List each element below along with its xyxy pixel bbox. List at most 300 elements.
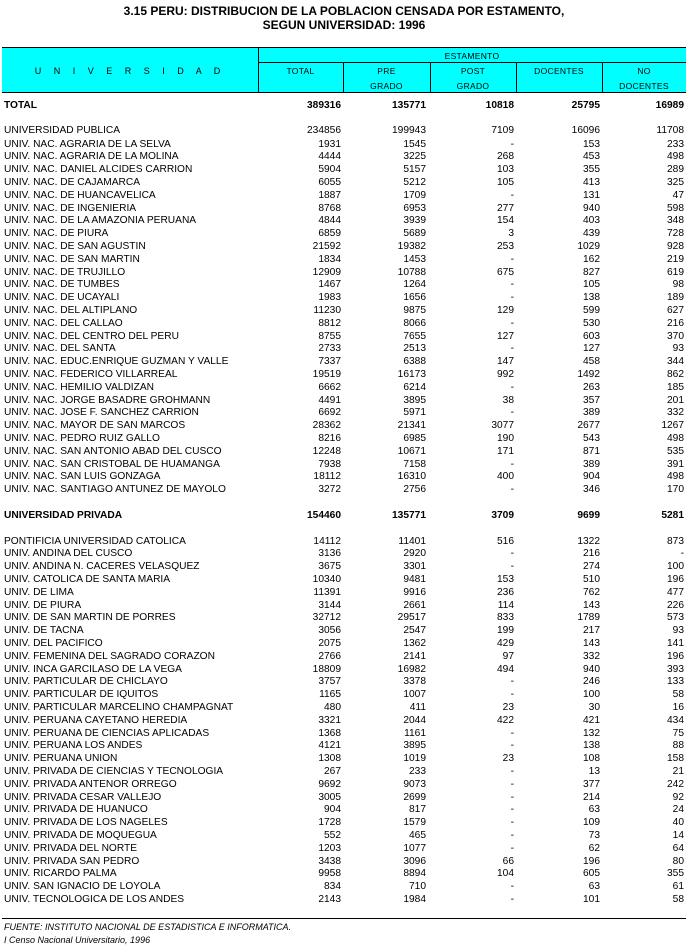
- cell-postgrado: 114: [497, 599, 514, 611]
- cell-pregrado: 710: [409, 881, 426, 893]
- cell-pregrado: 1264: [403, 279, 426, 291]
- cell-docentes: 25795: [571, 100, 600, 111]
- cell-pregrado: 1545: [403, 138, 426, 150]
- row-university-name: UNIV. PARTICULAR DE CHICLAYO: [4, 676, 168, 688]
- table-row: [0, 881, 688, 894]
- cell-nodocentes: 64: [672, 842, 684, 854]
- cell-nodocentes: 189: [667, 292, 684, 304]
- cell-postgrado: 3077: [491, 420, 514, 432]
- table-row: [0, 856, 688, 869]
- cell-nodocentes: 58: [672, 893, 684, 905]
- cell-total: 2143: [318, 893, 341, 905]
- cell-docentes: 143: [583, 637, 600, 649]
- cell-postgrado: -: [510, 765, 514, 777]
- row-university-name: UNIV. ANDINA DEL CUSCO: [4, 548, 133, 560]
- table-row: [0, 779, 688, 792]
- cell-pregrado: 7158: [403, 458, 426, 470]
- cell-docentes: 138: [583, 292, 600, 304]
- cell-pregrado: 817: [409, 804, 426, 816]
- cell-postgrado: -: [510, 727, 514, 739]
- cell-total: 1368: [318, 727, 341, 739]
- cell-total: 12909: [312, 266, 341, 278]
- row-university-name: UNIV. NAC. JOSE F. SANCHEZ CARRION: [4, 407, 199, 419]
- cell-pregrado: 10788: [397, 266, 426, 278]
- cell-total: 5904: [318, 164, 341, 176]
- row-university-name: UNIV. PRIVADA DE LOS NAGELES: [4, 817, 168, 829]
- cell-total: 8755: [318, 330, 341, 342]
- cell-docentes: 162: [583, 253, 600, 265]
- table-row: [0, 151, 688, 164]
- cell-pregrado: 7655: [403, 330, 426, 342]
- cell-postgrado: 992: [497, 368, 514, 380]
- cell-docentes: 762: [583, 586, 600, 598]
- cell-docentes: 332: [583, 650, 600, 662]
- cell-pregrado: 1077: [403, 842, 426, 854]
- cell-postgrado: -: [510, 676, 514, 688]
- cell-postgrado: 400: [497, 471, 514, 483]
- row-university-name: UNIV. NAC. FEDERICO VILLARREAL: [4, 368, 178, 380]
- cell-docentes: 246: [583, 676, 600, 688]
- cell-total: 2075: [318, 637, 341, 649]
- cell-total: 19519: [312, 368, 341, 380]
- cell-postgrado: 199: [497, 625, 514, 637]
- cell-docentes: 216: [583, 548, 600, 560]
- cell-total: 9692: [318, 778, 341, 790]
- row-university-name: UNIV. DE PIURA: [4, 599, 82, 611]
- cell-total: 3272: [318, 484, 341, 496]
- section-summary-row: [0, 510, 688, 523]
- cell-docentes: 1029: [577, 240, 600, 252]
- row-university-name: UNIV. FEMENINA DEL SAGRADO CORAZON: [4, 650, 215, 662]
- row-university-name: UNIV. NAC. SAN CRISTOBAL DE HUAMANGA: [4, 458, 220, 470]
- cell-pregrado: 1362: [403, 637, 426, 649]
- cell-total: 267: [324, 765, 341, 777]
- cell-total: 904: [324, 804, 341, 816]
- cell-postgrado: -: [510, 740, 514, 752]
- cell-docentes: 127: [583, 343, 600, 355]
- cell-postgrado: 66: [502, 855, 514, 867]
- cell-total: 6859: [318, 228, 341, 240]
- row-university-name: UNIV. PRIVADA SAN PEDRO: [4, 855, 140, 867]
- row-university-name: PONTIFICIA UNIVERSIDAD CATOLICA: [4, 535, 186, 547]
- cell-docentes: 389: [583, 458, 600, 470]
- cell-docentes: 605: [583, 868, 600, 880]
- row-university-name: UNIV. NAC. DE TUMBES: [4, 279, 120, 291]
- header-col-postgrado-2: GRADO: [456, 81, 490, 91]
- cell-postgrado: 833: [497, 612, 514, 624]
- cell-pregrado: 1984: [403, 893, 426, 905]
- cell-nodocentes: 242: [667, 778, 684, 790]
- census-note: I Censo Nacional Universitario, 1996: [4, 935, 151, 945]
- cell-pregrado: 135771: [392, 100, 426, 111]
- row-university-name: UNIV. NAC. MAYOR DE SAN MARCOS: [4, 420, 186, 432]
- cell-pregrado: 2661: [403, 599, 426, 611]
- cell-nodocentes: 133: [667, 676, 684, 688]
- table-row: [0, 343, 688, 356]
- cell-pregrado: 9875: [403, 304, 426, 316]
- cell-docentes: 458: [583, 356, 600, 368]
- table-row: [0, 331, 688, 344]
- row-university-name: UNIV. ANDINA N. CACERES VELASQUEZ: [4, 561, 200, 573]
- cell-pregrado: 3895: [403, 740, 426, 752]
- cell-pregrado: 9073: [403, 778, 426, 790]
- cell-nodocentes: 16: [672, 701, 684, 713]
- cell-nodocentes: 185: [667, 381, 684, 393]
- cell-postgrado: -: [510, 484, 514, 496]
- cell-total: 834: [324, 881, 341, 893]
- cell-pregrado: 411: [409, 701, 426, 713]
- row-university-name: UNIV. PRIVADA CESAR VALLEJO: [4, 791, 162, 803]
- row-university-name: UNIV. PRIVADA DEL NORTE: [4, 842, 138, 854]
- cell-nodocentes: 498: [667, 471, 684, 483]
- table-header: [2, 47, 686, 93]
- row-university-name: UNIV. NAC. SAN ANTONIO ABAD DEL CUSCO: [4, 445, 222, 457]
- row-university-name: TOTAL: [4, 100, 38, 111]
- cell-nodocentes: 344: [667, 356, 684, 368]
- cell-docentes: 940: [583, 663, 600, 675]
- row-university-name: UNIV. NAC. SANTIAGO ANTUNEZ DE MAYOLO: [4, 484, 226, 496]
- table-subtitle: SEGUN UNIVERSIDAD: 1996: [262, 18, 426, 32]
- cell-pregrado: 5157: [403, 164, 426, 176]
- row-university-name: UNIV. PRIVADA DE HUANUCO: [4, 804, 148, 816]
- row-university-name: UNIVERSIDAD PUBLICA: [4, 125, 121, 136]
- table-row: [0, 702, 688, 715]
- table-row: [0, 215, 688, 228]
- cell-postgrado: -: [510, 458, 514, 470]
- table-row: [0, 676, 688, 689]
- cell-docentes: 827: [583, 266, 600, 278]
- cell-nodocentes: 862: [667, 368, 684, 380]
- cell-pregrado: 1453: [403, 253, 426, 265]
- table-row: [0, 638, 688, 651]
- cell-nodocentes: 355: [667, 868, 684, 880]
- cell-total: 4444: [318, 151, 341, 163]
- table-row: [0, 228, 688, 241]
- cell-docentes: 143: [583, 599, 600, 611]
- cell-nodocentes: 141: [667, 637, 684, 649]
- row-university-name: UNIV. NAC. DE LA AMAZONIA PERUANA: [4, 215, 197, 227]
- table-row: [0, 587, 688, 600]
- cell-nodocentes: 196: [667, 650, 684, 662]
- cell-nodocentes: 728: [667, 228, 684, 240]
- cell-nodocentes: -: [680, 548, 684, 560]
- cell-docentes: 439: [583, 228, 600, 240]
- cell-total: 6055: [318, 176, 341, 188]
- cell-pregrado: 3895: [403, 394, 426, 406]
- cell-total: 9958: [318, 868, 341, 880]
- row-university-name: UNIV. NAC. DE HUANCAVELICA: [4, 189, 156, 201]
- cell-nodocentes: 332: [667, 407, 684, 419]
- cell-nodocentes: 47: [672, 189, 684, 201]
- cell-nodocentes: 216: [667, 317, 684, 329]
- row-university-name: UNIV. NAC. SAN LUIS GONZAGA: [4, 471, 161, 483]
- cell-pregrado: 5971: [403, 407, 426, 419]
- row-university-name: UNIV. NAC. DE SAN AGUSTIN: [4, 240, 146, 252]
- row-university-name: UNIV. NAC. DEL ALTIPLANO: [4, 304, 138, 316]
- cell-nodocentes: 88: [672, 740, 684, 752]
- cell-nodocentes: 498: [667, 432, 684, 444]
- section-summary-row: [0, 125, 688, 138]
- cell-total: 32712: [312, 612, 341, 624]
- cell-docentes: 63: [588, 804, 600, 816]
- cell-pregrado: 8894: [403, 868, 426, 880]
- cell-total: 3136: [318, 548, 341, 560]
- row-university-name: UNIV. PERUANA CAYETANO HEREDIA: [4, 714, 188, 726]
- cell-postgrado: 154: [497, 215, 514, 227]
- table-row: [0, 612, 688, 625]
- cell-docentes: 904: [583, 471, 600, 483]
- cell-docentes: 355: [583, 164, 600, 176]
- table-row: [0, 471, 688, 484]
- cell-pregrado: 1656: [403, 292, 426, 304]
- table-row: [0, 484, 688, 497]
- row-university-name: UNIV. DE TACNA: [4, 625, 84, 637]
- row-university-name: UNIV. NAC. DE INGENIERIA: [4, 202, 137, 214]
- cell-pregrado: 16173: [397, 368, 426, 380]
- cell-docentes: 153: [583, 138, 600, 150]
- cell-docentes: 108: [583, 753, 600, 765]
- table-row: [0, 868, 688, 881]
- cell-pregrado: 8066: [403, 317, 426, 329]
- cell-total: 14112: [313, 535, 341, 547]
- cell-total: 389316: [307, 100, 341, 111]
- cell-pregrado: 2920: [403, 548, 426, 560]
- cell-pregrado: 135771: [392, 510, 426, 521]
- cell-pregrado: 1019: [403, 753, 426, 765]
- cell-postgrado: 104: [497, 868, 514, 880]
- cell-postgrado: 147: [497, 356, 514, 368]
- cell-pregrado: 3225: [403, 151, 426, 163]
- table-row: [0, 459, 688, 472]
- row-university-name: UNIV. NAC. PEDRO RUIZ GALLO: [4, 432, 160, 444]
- cell-pregrado: 6388: [403, 356, 426, 368]
- cell-postgrado: -: [510, 292, 514, 304]
- cell-docentes: 105: [583, 279, 600, 291]
- table-row: [0, 536, 688, 549]
- cell-postgrado: 38: [502, 394, 514, 406]
- cell-nodocentes: 201: [667, 394, 684, 406]
- cell-docentes: 109: [583, 817, 600, 829]
- table-row: [0, 753, 688, 766]
- cell-total: 7337: [318, 356, 341, 368]
- table-row: [0, 664, 688, 677]
- table-row: [0, 689, 688, 702]
- cell-total: 4121: [318, 740, 341, 752]
- cell-nodocentes: 535: [667, 445, 684, 457]
- cell-postgrado: 494: [497, 663, 514, 675]
- header-col-pregrado-1: PRE: [377, 66, 396, 76]
- table-row: [0, 369, 688, 382]
- cell-pregrado: 1579: [403, 817, 426, 829]
- cell-total: 234856: [307, 125, 341, 136]
- cell-pregrado: 10671: [397, 445, 426, 457]
- cell-docentes: 196: [583, 855, 600, 867]
- cell-docentes: 389: [583, 407, 600, 419]
- cell-nodocentes: 434: [667, 714, 684, 726]
- cell-docentes: 217: [583, 625, 600, 637]
- table-row: [0, 177, 688, 190]
- cell-pregrado: 2044: [403, 714, 426, 726]
- header-col-docentes: DOCENTES: [534, 66, 584, 76]
- cell-pregrado: 3939: [403, 215, 426, 227]
- cell-postgrado: 97: [502, 650, 514, 662]
- cell-postgrado: -: [510, 881, 514, 893]
- cell-total: 3675: [318, 561, 341, 573]
- cell-nodocentes: 226: [667, 599, 684, 611]
- table-title: 3.15 PERU: DISTRIBUCION DE LA POBLACION CENSADA POR ESTAMENTO,: [123, 4, 565, 18]
- cell-postgrado: 23: [502, 753, 514, 765]
- cell-postgrado: -: [510, 253, 514, 265]
- table-row: [0, 420, 688, 433]
- cell-total: 3144: [318, 599, 341, 611]
- cell-nodocentes: 24: [672, 804, 684, 816]
- cell-pregrado: 233: [409, 765, 426, 777]
- cell-docentes: 138: [583, 740, 600, 752]
- table-row: [0, 292, 688, 305]
- cell-pregrado: 29517: [397, 612, 426, 624]
- cell-postgrado: 516: [497, 535, 514, 547]
- cell-pregrado: 6953: [403, 202, 426, 214]
- cell-docentes: 30: [588, 701, 600, 713]
- cell-total: 2766: [318, 650, 341, 662]
- cell-pregrado: 16310: [397, 471, 426, 483]
- cell-postgrado: -: [510, 893, 514, 905]
- cell-pregrado: 6214: [403, 381, 426, 393]
- cell-total: 1931: [318, 138, 341, 150]
- cell-total: 154460: [307, 510, 341, 521]
- row-university-name: UNIV. NAC. DANIEL ALCIDES CARRION: [4, 164, 193, 176]
- cell-total: 10340: [312, 573, 341, 585]
- cell-total: 1165: [319, 689, 341, 701]
- table-row: [0, 318, 688, 331]
- cell-postgrado: -: [510, 548, 514, 560]
- table-row: [0, 766, 688, 779]
- footer-divider: [2, 918, 686, 919]
- cell-docentes: 132: [583, 727, 600, 739]
- header-col-nodocentes-1: NO: [637, 66, 651, 76]
- cell-pregrado: 21341: [397, 420, 426, 432]
- cell-pregrado: 5212: [403, 176, 426, 188]
- cell-nodocentes: 21: [672, 765, 684, 777]
- cell-postgrado: 429: [497, 637, 514, 649]
- table-row: [0, 894, 688, 907]
- row-university-name: UNIV. NAC. HEMILIO VALDIZAN: [4, 381, 155, 393]
- cell-nodocentes: 14: [672, 829, 684, 841]
- table-row: [0, 254, 688, 267]
- table-row: [0, 830, 688, 843]
- cell-nodocentes: 61: [672, 881, 684, 893]
- cell-postgrado: -: [510, 407, 514, 419]
- cell-nodocentes: 98: [672, 279, 684, 291]
- cell-postgrado: -: [510, 189, 514, 201]
- cell-total: 8768: [318, 202, 341, 214]
- row-university-name: UNIV. DE LIMA: [4, 586, 74, 598]
- row-university-name: UNIVERSIDAD PRIVADA: [4, 510, 123, 521]
- cell-pregrado: 9916: [403, 586, 426, 598]
- cell-pregrado: 1709: [403, 189, 426, 201]
- table-row: [0, 574, 688, 587]
- cell-postgrado: 23: [502, 701, 514, 713]
- row-university-name: UNIV. NAC. DEL CENTRO DEL PERU: [4, 330, 179, 342]
- cell-postgrado: -: [510, 279, 514, 291]
- cell-postgrado: -: [510, 804, 514, 816]
- row-university-name: UNIV. PRIVADA ANTENOR ORREGO: [4, 778, 177, 790]
- cell-pregrado: 3378: [403, 676, 426, 688]
- cell-total: 4491: [318, 394, 341, 406]
- table-row: [0, 740, 688, 753]
- cell-nodocentes: 170: [667, 484, 684, 496]
- cell-nodocentes: 393: [667, 663, 684, 675]
- cell-pregrado: 9481: [403, 573, 426, 585]
- cell-nodocentes: 498: [667, 151, 684, 163]
- cell-total: 1203: [318, 842, 341, 854]
- cell-docentes: 16096: [571, 125, 600, 136]
- cell-postgrado: -: [510, 778, 514, 790]
- table-row: [0, 305, 688, 318]
- cell-total: 480: [324, 701, 341, 713]
- cell-docentes: 357: [583, 394, 600, 406]
- table-row: [0, 356, 688, 369]
- cell-docentes: 453: [583, 151, 600, 163]
- cell-docentes: 871: [583, 445, 600, 457]
- row-university-name: UNIV. TECNOLOGICA DE LOS ANDES: [4, 893, 185, 905]
- cell-total: 28362: [312, 420, 341, 432]
- cell-postgrado: 127: [497, 330, 514, 342]
- row-university-name: UNIV. NAC. DE CAJAMARCA: [4, 176, 141, 188]
- table-row: [0, 241, 688, 254]
- cell-docentes: 131: [583, 189, 600, 201]
- cell-nodocentes: 233: [667, 138, 684, 150]
- cell-total: 8216: [318, 432, 341, 444]
- table-row: [0, 139, 688, 152]
- table-row: [0, 817, 688, 830]
- cell-pregrado: 16982: [397, 663, 426, 675]
- total-row: [0, 100, 688, 113]
- row-university-name: UNIV. NAC. AGRARIA DE LA SELVA: [4, 138, 171, 150]
- cell-pregrado: 11401: [398, 535, 426, 547]
- cell-pregrado: 1161: [404, 727, 426, 739]
- table-row: [0, 190, 688, 203]
- cell-total: 1308: [318, 753, 341, 765]
- cell-pregrado: 3301: [403, 561, 426, 573]
- cell-pregrado: 1007: [403, 689, 426, 701]
- cell-nodocentes: 477: [667, 586, 684, 598]
- row-university-name: UNIV. PERUANA LOS ANDES: [4, 740, 143, 752]
- cell-pregrado: 2699: [403, 791, 426, 803]
- cell-nodocentes: 80: [672, 855, 684, 867]
- table-row: [0, 203, 688, 216]
- cell-total: 3438: [318, 855, 341, 867]
- row-university-name: UNIV. NAC. EDUC.ENRIQUE GUZMAN Y VALLE: [4, 356, 229, 368]
- cell-pregrado: 3096: [403, 855, 426, 867]
- cell-total: 18112: [313, 471, 341, 483]
- cell-docentes: 346: [583, 484, 600, 496]
- row-university-name: UNIV. INCA GARCILASO DE LA VEGA: [4, 663, 182, 675]
- cell-nodocentes: 370: [667, 330, 684, 342]
- cell-nodocentes: 16989: [655, 100, 684, 111]
- cell-nodocentes: 391: [667, 458, 684, 470]
- cell-postgrado: -: [510, 343, 514, 355]
- cell-docentes: 62: [588, 842, 600, 854]
- cell-postgrado: -: [510, 689, 514, 701]
- cell-nodocentes: 928: [667, 240, 684, 252]
- cell-postgrado: -: [510, 842, 514, 854]
- cell-postgrado: -: [510, 791, 514, 803]
- cell-postgrado: -: [510, 561, 514, 573]
- cell-total: 1467: [318, 279, 341, 291]
- cell-postgrado: 253: [497, 240, 514, 252]
- cell-pregrado: 2513: [403, 343, 426, 355]
